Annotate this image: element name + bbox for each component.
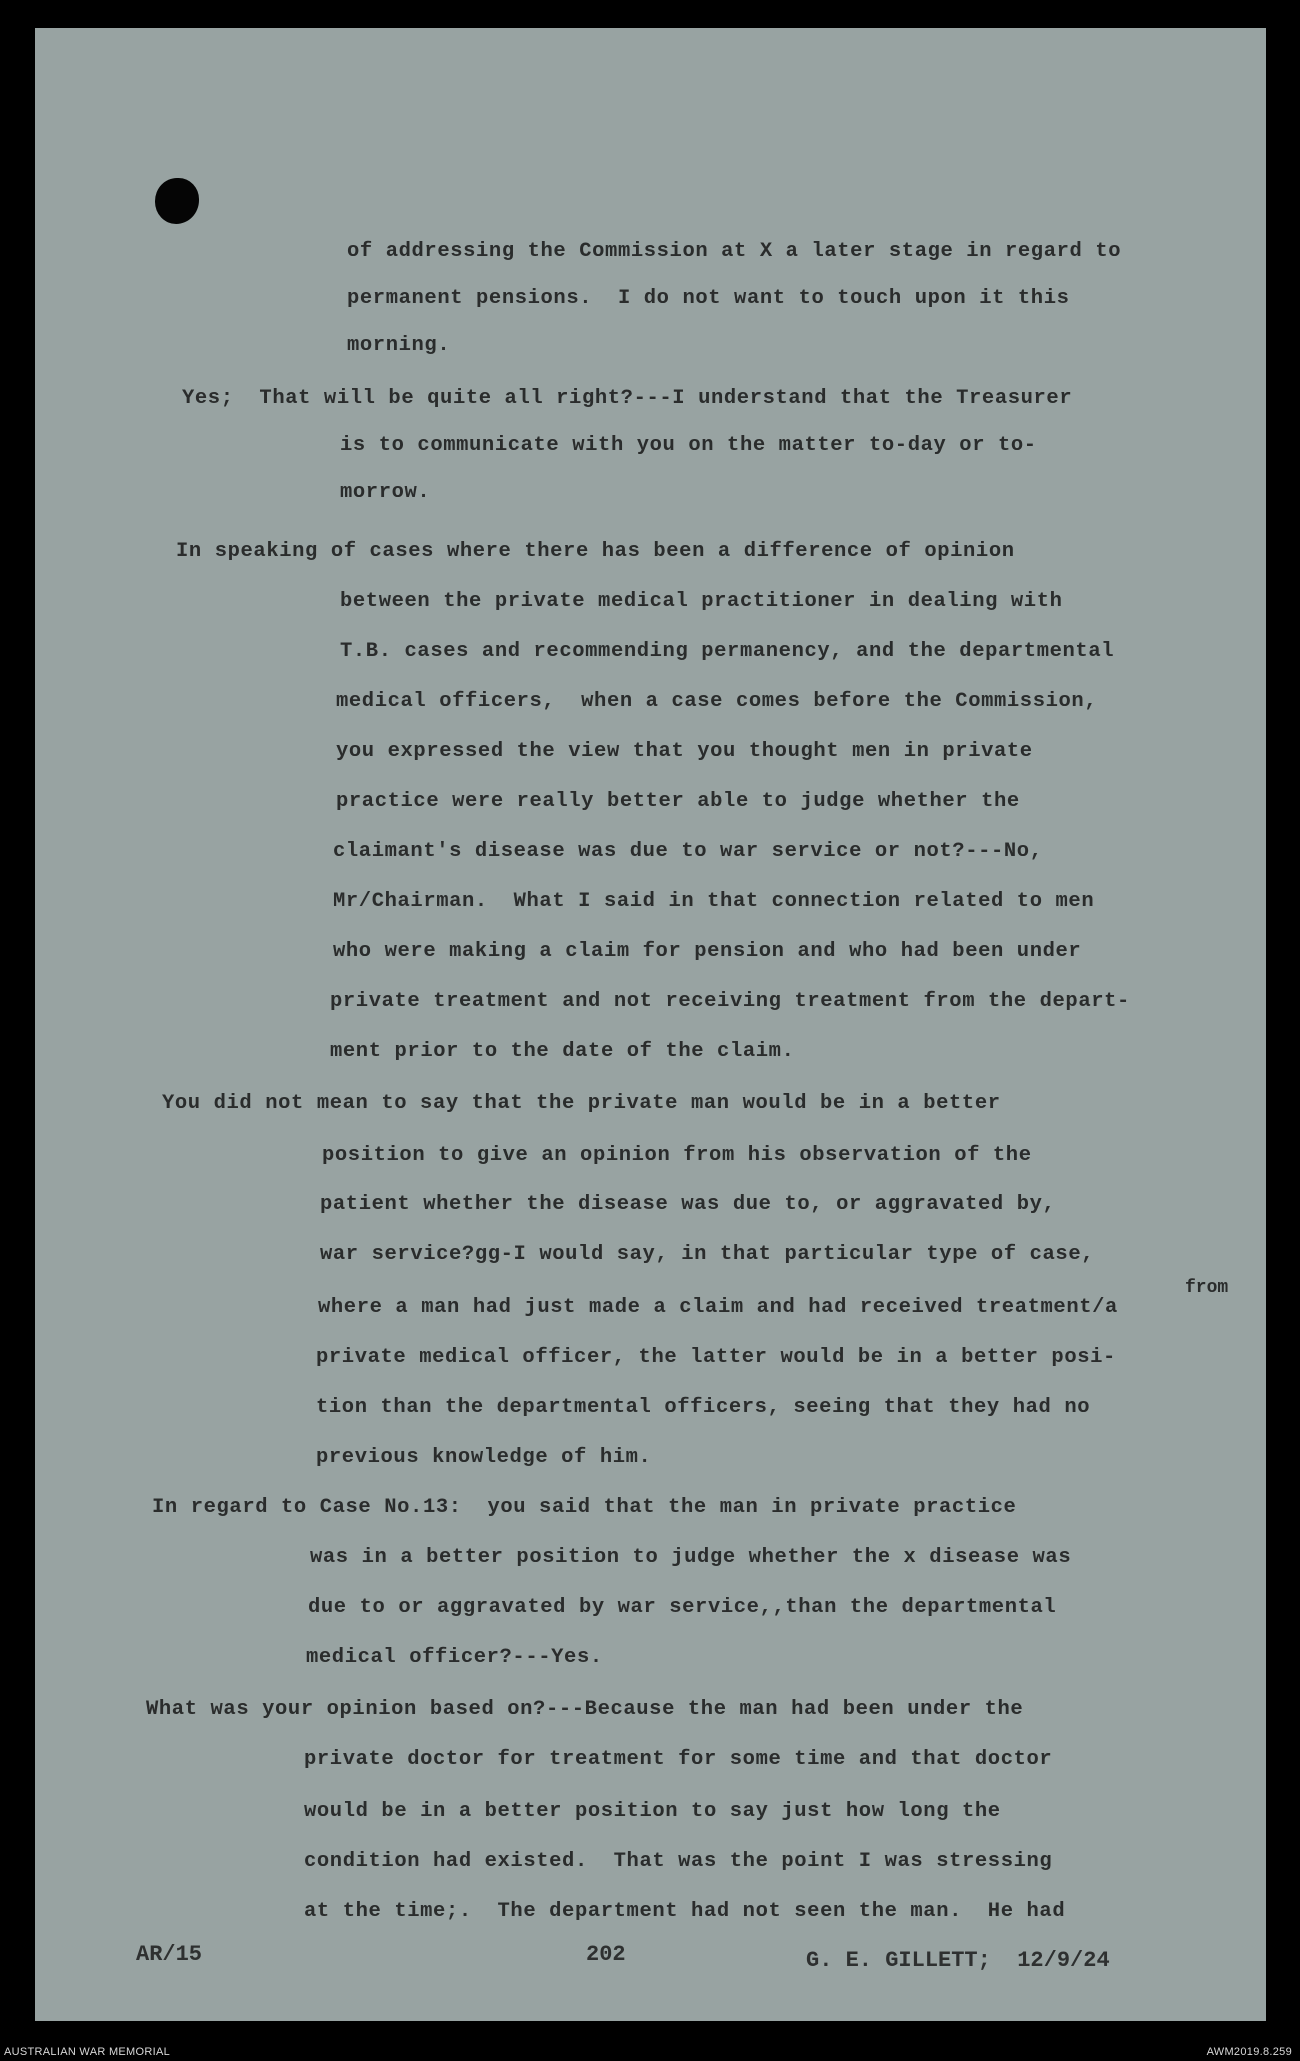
text-line: Yes; That will be quite all right?---I understand that the Treasurer [182,387,1073,410]
text-line: In regard to Case No.13: you said that the man in private practice [152,1496,1017,1519]
text-line: You did not mean to say that the private man would be in a better [162,1092,1001,1115]
text-line: where a man had just made a claim and had received treatment/a [318,1296,1118,1319]
text-line: of addressing the Commission at X a later stage in regard to [347,240,1122,263]
text-line: medical officers, when a case comes before the Commission, [336,690,1098,713]
text-line: patient whether the disease was due to, or aggravated by, [320,1193,1056,1216]
text-line: at the time;. The department had not seen the man. He had [304,1900,1066,1923]
text-line: In speaking of cases where there has been a difference of opinion [176,540,1015,563]
text-line: war service?gg-I would say, in that particular type of case, [320,1243,1095,1266]
punch-hole [155,178,199,224]
text-line: private treatment and not receiving treatment from the depart- [330,990,1130,1013]
text-line: you expressed the view that you thought men in private [336,740,1033,763]
reference-code: AR/15 [136,1942,203,1967]
archive-caption-right: AWM2019.8.259 [1206,2046,1292,2058]
text-line: due to or aggravated by war service,,than the departmental [308,1596,1057,1619]
text-line: ment prior to the date of the claim. [330,1040,795,1063]
text-line: permanent pensions. I do not want to touch upon it this [347,287,1070,310]
text-line: private medical officer, the latter would be in a better posi- [316,1346,1116,1369]
text-line: practice were really better able to judge whether the [336,790,1020,813]
witness-and-date: G. E. GILLETT; 12/9/24 [806,1948,1110,1973]
text-line: was in a better position to judge whether the x disease was [310,1546,1072,1569]
page-number: 202 [586,1942,626,1967]
handwritten-insertion: from [1185,1278,1229,1298]
text-line: condition had existed. That was the point I was stressing [304,1850,1053,1873]
text-line: between the private medical practitioner in dealing with [340,590,1063,613]
text-line: previous knowledge of him. [316,1446,652,1469]
text-line: medical officer?---Yes. [306,1646,603,1669]
text-line: tion than the departmental officers, seeing that they had no [316,1396,1091,1419]
text-line: morrow. [340,481,431,504]
text-line: who were making a claim for pension and who had been under [333,940,1082,963]
text-line: would be in a better position to say just how long the [304,1800,1001,1823]
text-line: morning. [347,334,451,357]
text-line: position to give an opinion from his observation of the [322,1144,1032,1167]
text-line: Mr/Chairman. What I said in that connection related to men [333,890,1095,913]
document-page [35,28,1266,2021]
text-line: claimant's disease was due to war service or not?---No, [333,840,1043,863]
text-line: What was your opinion based on?---Because the man had been under the [146,1698,1024,1721]
text-line: is to communicate with you on the matter to-day or to- [340,434,1037,457]
archive-caption-left: AUSTRALIAN WAR MEMORIAL [4,2046,171,2058]
text-line: T.B. cases and recommending permanency, and the departmental [340,640,1115,663]
text-line: private doctor for treatment for some time and that doctor [304,1748,1053,1771]
